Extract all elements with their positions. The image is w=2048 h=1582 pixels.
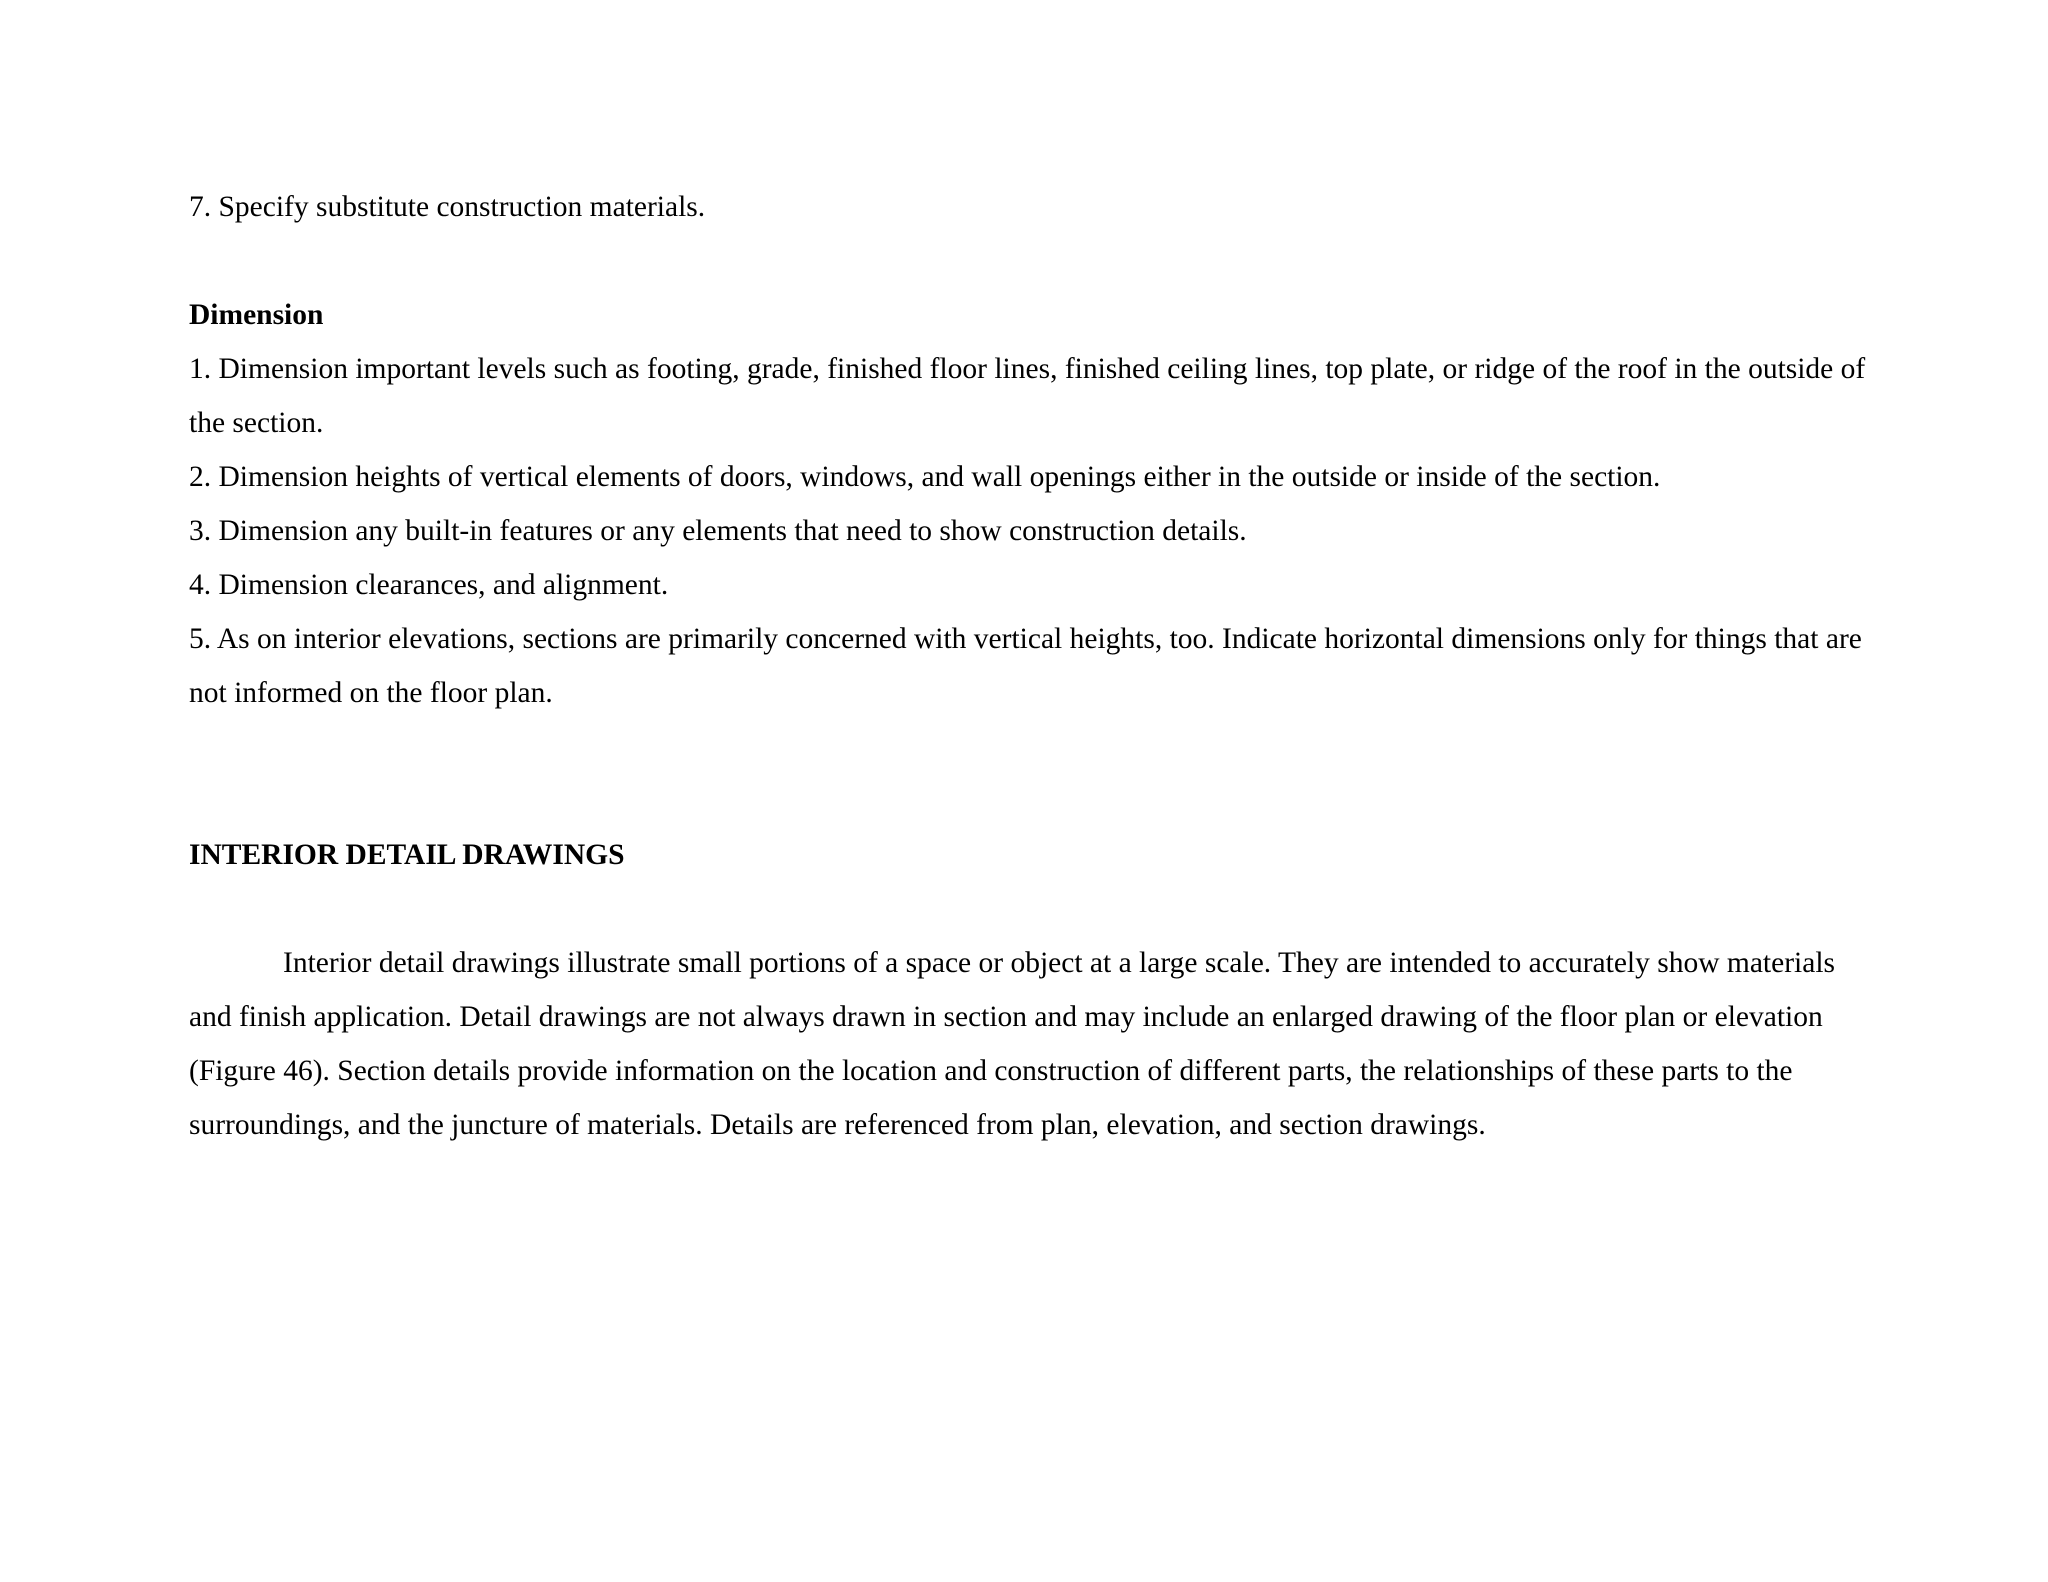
dimension-item-1: 1. Dimension important levels such as footing, grade, finished floor lines, finished ceiling lines, top plate, or ridge of the roof in the outside of the section. <box>189 353 1866 439</box>
page-content <box>189 180 1879 1152</box>
interior-detail-paragraph: Interior detail drawings illustrate small portions of a space or object at a large scale. They are intended to accurately show materials and finish application. Detail drawings are not always drawn in section and may include an enlarged drawing of the floor plan or elevation (Figure 46). Section details provide information on the location and construction of different parts, the relationships of these parts to the surroundings, and the juncture of materials. Details are referenced from plan, elevation, and section drawings. <box>189 947 1836 1141</box>
dimension-item-3: 3. Dimension any built-in features or any elements that need to show construction details. <box>189 515 1247 547</box>
spacer <box>189 882 1879 936</box>
spacer <box>189 720 1879 828</box>
dimension-heading: Dimension <box>189 299 324 331</box>
spacer <box>189 234 1879 288</box>
dimension-item-2: 2. Dimension heights of vertical elements of doors, windows, and wall openings either in the outside or inside of the section. <box>189 461 1661 493</box>
interior-detail-drawings-heading: INTERIOR DETAIL DRAWINGS <box>189 839 625 871</box>
list-item-specify-materials: 7. Specify substitute construction materials. <box>189 191 706 223</box>
dimension-item-5: 5. As on interior elevations, sections are primarily concerned with vertical heights, too. Indicate horizontal dimensions only for things that are not informed on the floor plan. <box>189 623 1862 709</box>
dimension-item-4: 4. Dimension clearances, and alignment. <box>189 569 669 601</box>
